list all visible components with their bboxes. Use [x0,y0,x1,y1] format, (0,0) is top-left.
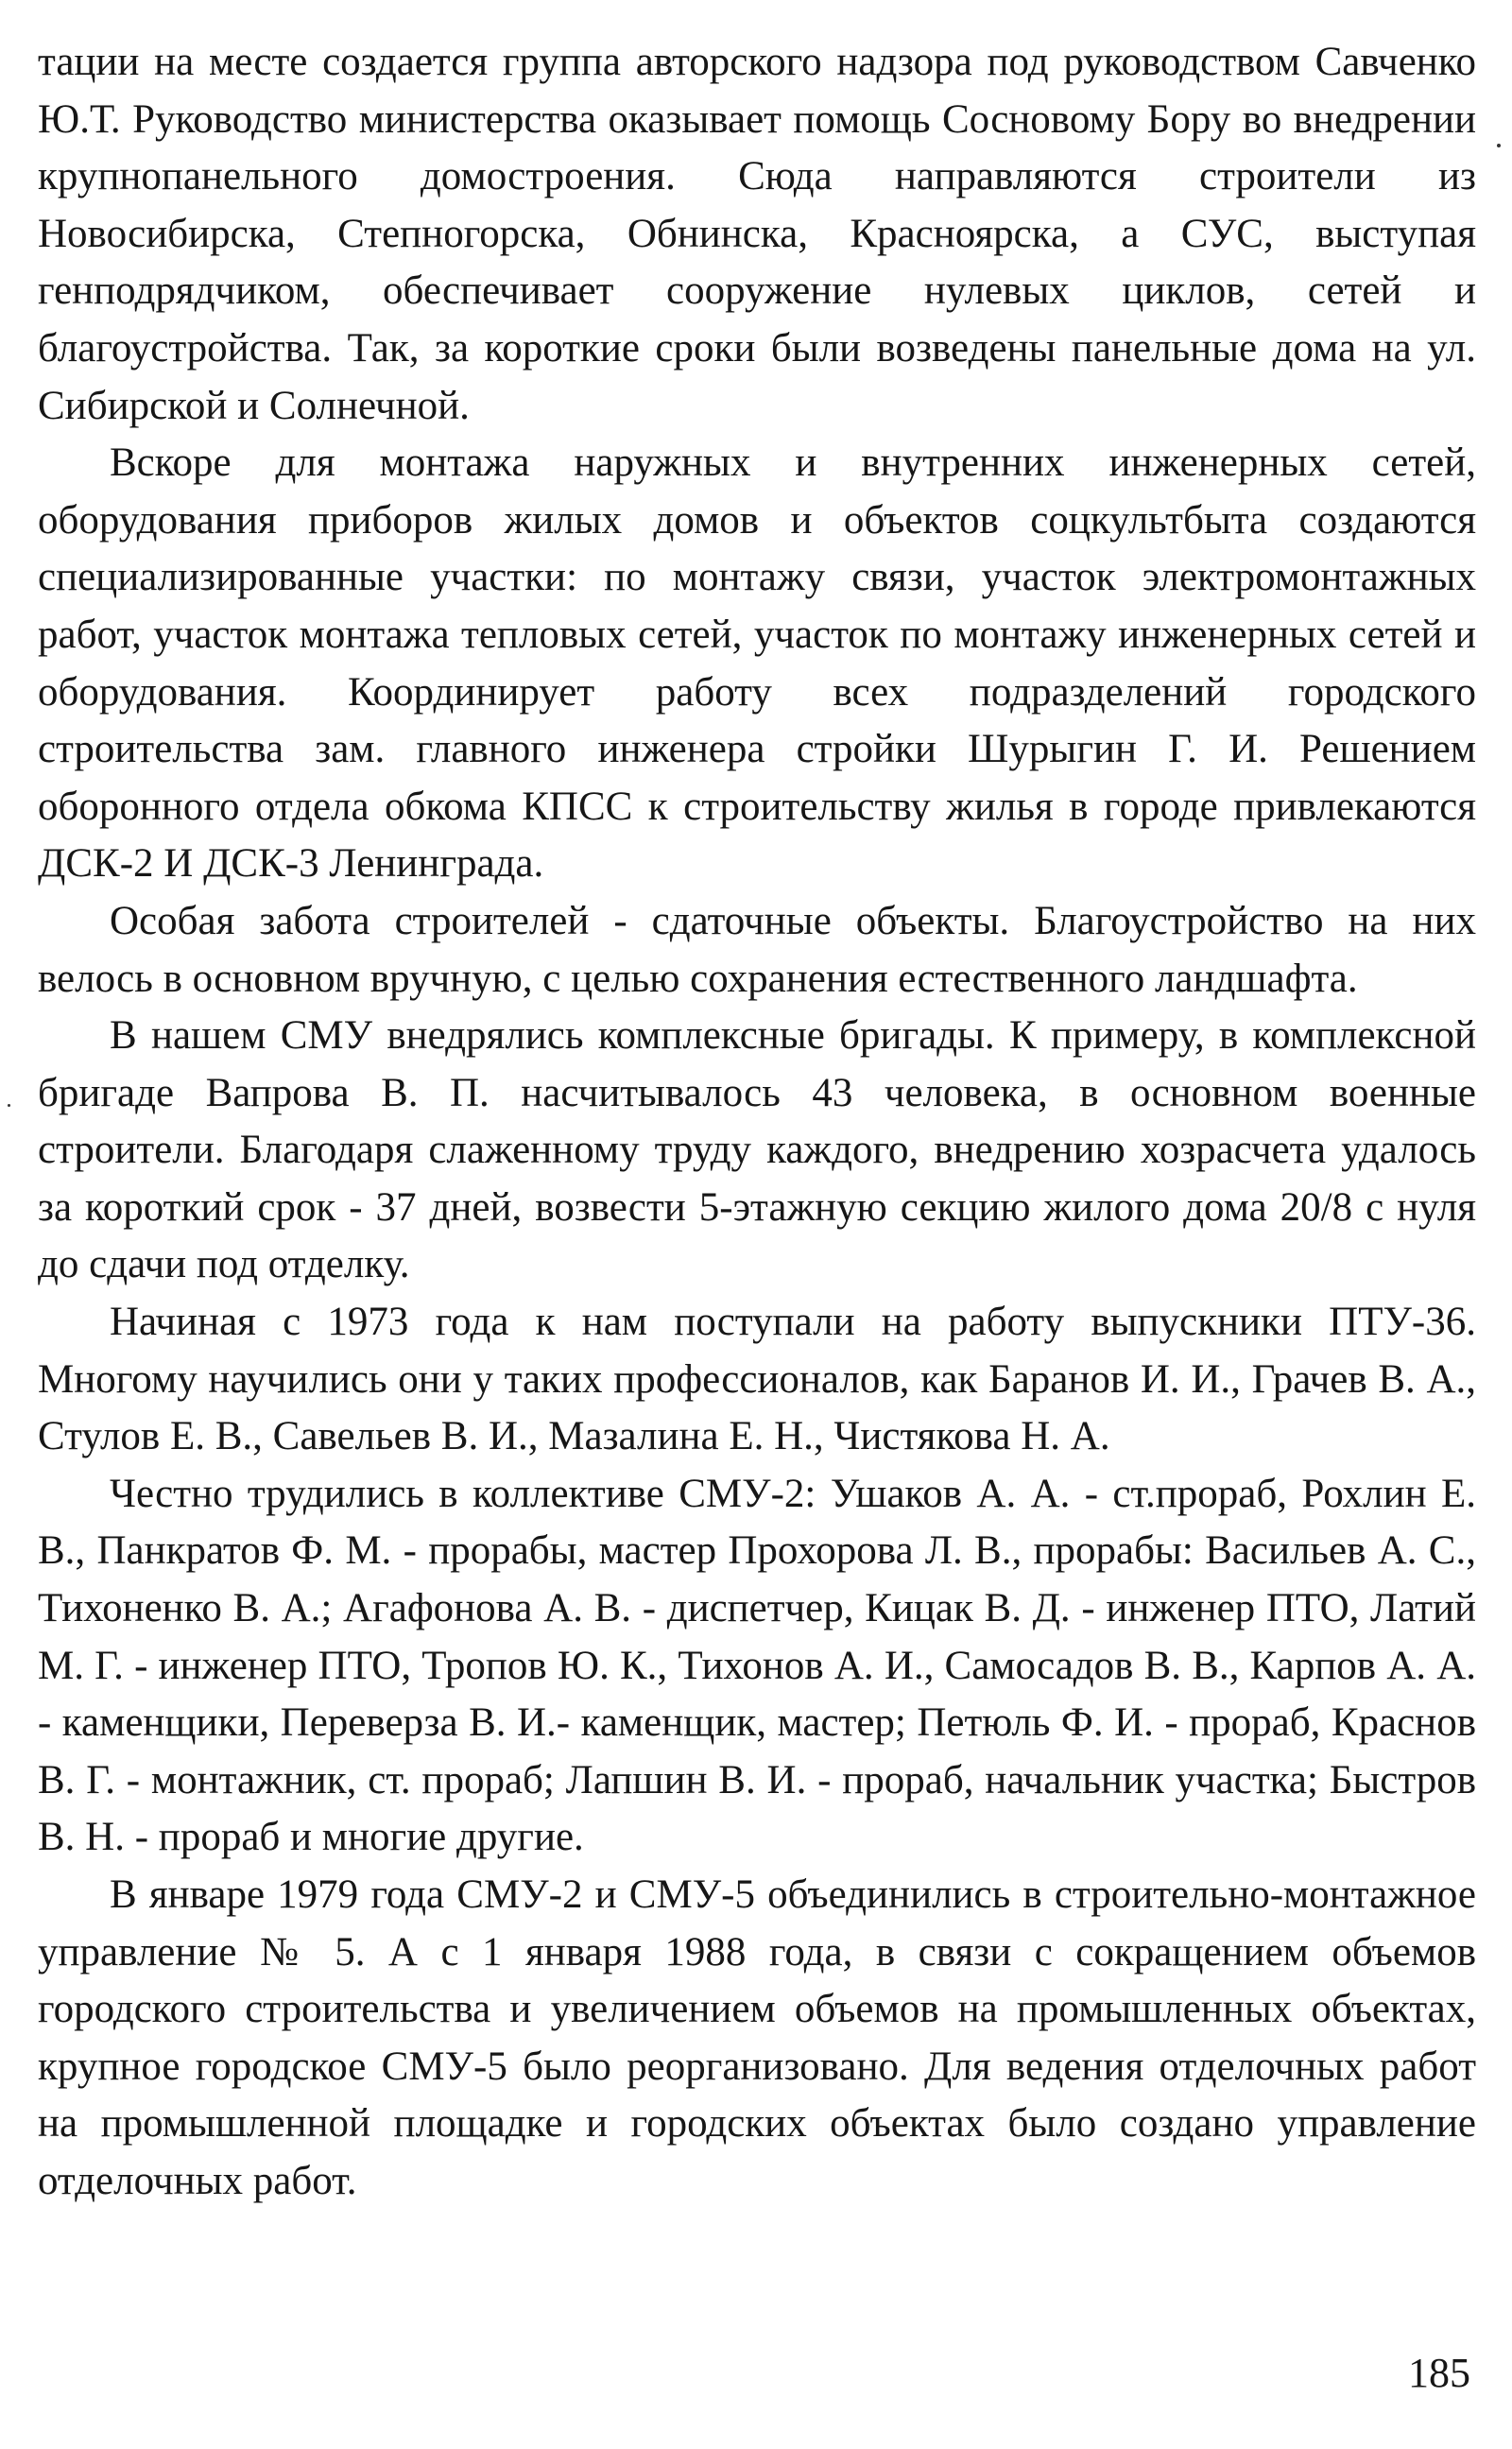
paragraph-7: В январе 1979 года СМУ-2 и СМУ-5 объединились в строительно-монтажное управление № 5. А с 1 января 1988 года, в связи с сокращением объемов городского строительства и увеличением объемов на промышленных объектах, крупное городское СМУ-5 было реорганизовано. Для ведения отделочных работ на промышленной площадке и городских объектах было создано управление отделочных работ. [38,1872,1476,2203]
paragraph-3: Особая забота строителей - сдаточные объекты. Благоустройство на них велось в основном вручную, с целью сохранения естественного ландшафта. [38,898,1476,1001]
paragraph-4: В нашем СМУ внедрялись комплексные бригады. К примеру, в комплексной бригаде Вапрова В. П. насчитывалось 43 человека, в основном военные строители. Благодаря слаженному труду каждого, внедрению хозрасчета удалось за короткий срок - 37 дней, возвести 5-этажную секцию жилого дома 20/8 с нуля до сдачи под отделку. [38,1013,1476,1287]
paragraph-2: Вскоре для монтажа наружных и внутренних инженерных сетей, оборудования приборов жилых домов и объектов соцкультбыта создаются специализированные участки: по монтажу связи, участок электромонтажных работ, участок монтажа тепловых сетей, участок по монтажу инженерных сетей и оборудования. Координирует работу всех подразделений городского строительства зам. главного инженера стройки Шурыгин Г. И. Решением оборонного отдела обкома КПСС к строительству жилья в городе привлекаются ДСК-2 И ДСК-3 Ленинграда. [38,440,1476,887]
paragraph-5: Начиная с 1973 года к нам поступали на работу выпускники ПТУ-36. Многому научились они у таких профессионалов, как Баранов И. И., Грачев В. А., Стулов Е. В., Савельев В. И., Мазалина Е. Н., Чистякова Н. А. [38,1300,1476,1459]
paragraph-1: тации на месте создается группа авторского надзора под руководством Савченко Ю.Т. Руководство министерства оказывает помощь Сосновому Бору во внедрении крупнопанельного домостроения. Сюда направляются строители из Новосибирска, Степногорска, Обнинска, Красноярска, а СУС, выступая генподрядчиком, обеспечивает сооружение нулевых циклов, сетей и благоустройства. Так, за короткие сроки были возведены панельные дома на ул. Сибирской и Солнечной. [38,40,1476,428]
body-text [38,34,1476,2211]
scan-speck [1497,144,1501,147]
scan-speck [8,1104,10,1107]
page-number: 185 [1408,2350,1470,2396]
paragraph-6: Честно трудились в коллективе СМУ-2: Ушаков А. А. - ст.прораб, Рохлин Е. В., Панкратов Ф. М. - прорабы, мастер Прохорова Л. В., прорабы: Васильев А. С., Тихоненко В. А.; Агафонова А. В. - диспетчер, Кицак В. Д. - инженер ПТО, Латий М. Г. - инженер ПТО, Тропов Ю. К., Тихонов А. И., Самосадов В. В., Карпов А. А. - каменщики, Переверза В. И.- каменщик, мастер; Петюль Ф. И. - прораб, Краснов В. Г. - монтажник, ст. прораб; Лапшин В. И. - прораб, начальник участка; Быстров В. Н. - прораб и многие другие. [38,1471,1476,1860]
